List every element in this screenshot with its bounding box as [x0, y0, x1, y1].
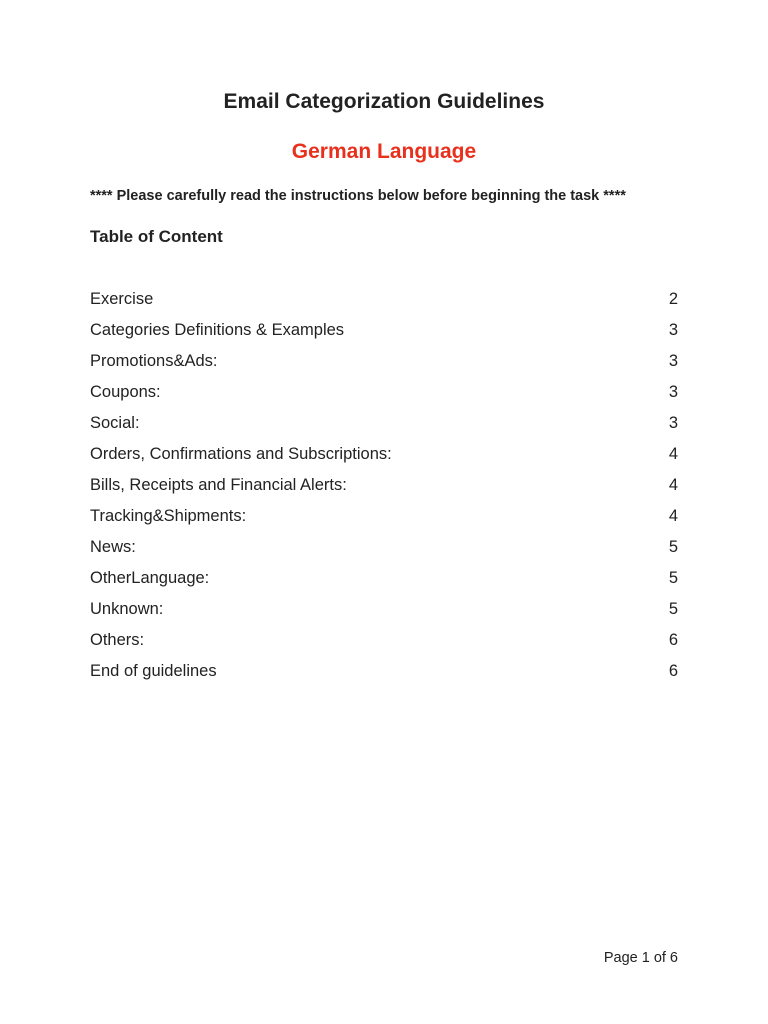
toc-entry-label: Exercise [90, 290, 154, 308]
toc-entry-page: 4 [668, 445, 678, 463]
toc-entry[interactable] [90, 352, 678, 383]
toc-entry-page: 3 [668, 383, 678, 401]
toc-heading: Table of Content [90, 227, 223, 246]
toc-entry-label: Promotions&Ads: [90, 352, 218, 370]
toc-entry-page: 5 [668, 569, 678, 587]
toc-entry-page: 5 [668, 538, 678, 556]
instructions-notice: **** Please carefully read the instructions below before beginning the task **** [90, 188, 626, 204]
toc-entry-page: 2 [668, 290, 678, 308]
toc-entry[interactable] [90, 662, 678, 693]
toc-entry-label: News: [90, 538, 136, 556]
toc-entry[interactable] [90, 476, 678, 507]
toc-entry-page: 3 [668, 352, 678, 370]
toc-entry[interactable] [90, 445, 678, 476]
toc-entry-label: Tracking&Shipments: [90, 507, 247, 525]
toc-entry[interactable] [90, 290, 678, 321]
toc-entry-label: Social: [90, 414, 140, 432]
toc-entry-page: 4 [668, 507, 678, 525]
toc-entry-page: 6 [668, 631, 678, 649]
toc-entry[interactable] [90, 321, 678, 352]
toc-entry-label: Coupons: [90, 383, 161, 401]
toc-entry-page: 6 [668, 662, 678, 680]
toc-entry-page: 3 [668, 414, 678, 432]
document-title: Email Categorization Guidelines [223, 90, 545, 113]
toc-entry[interactable] [90, 538, 678, 569]
table-of-contents [90, 290, 678, 693]
toc-entry-label: Categories Definitions & Examples [90, 321, 345, 339]
toc-entry[interactable] [90, 631, 678, 662]
toc-entry-page: 5 [668, 600, 678, 618]
toc-entry[interactable] [90, 507, 678, 538]
toc-entry-label: Others: [90, 631, 145, 649]
toc-entry[interactable] [90, 600, 678, 631]
toc-entry-page: 3 [668, 321, 678, 339]
toc-entry-page: 4 [668, 476, 678, 494]
toc-entry-label: Bills, Receipts and Financial Alerts: [90, 476, 347, 494]
toc-entry[interactable] [90, 383, 678, 414]
toc-entry-label: OtherLanguage: [90, 569, 210, 587]
page-number-footer: Page 1 of 6 [603, 950, 678, 966]
toc-entry-label: Orders, Confirmations and Subscriptions: [90, 445, 392, 463]
toc-entry[interactable] [90, 414, 678, 445]
toc-entry[interactable] [90, 569, 678, 600]
toc-entry-label: End of guidelines [90, 662, 217, 680]
document-subtitle: German Language [291, 140, 477, 163]
toc-entry-label: Unknown: [90, 600, 164, 618]
